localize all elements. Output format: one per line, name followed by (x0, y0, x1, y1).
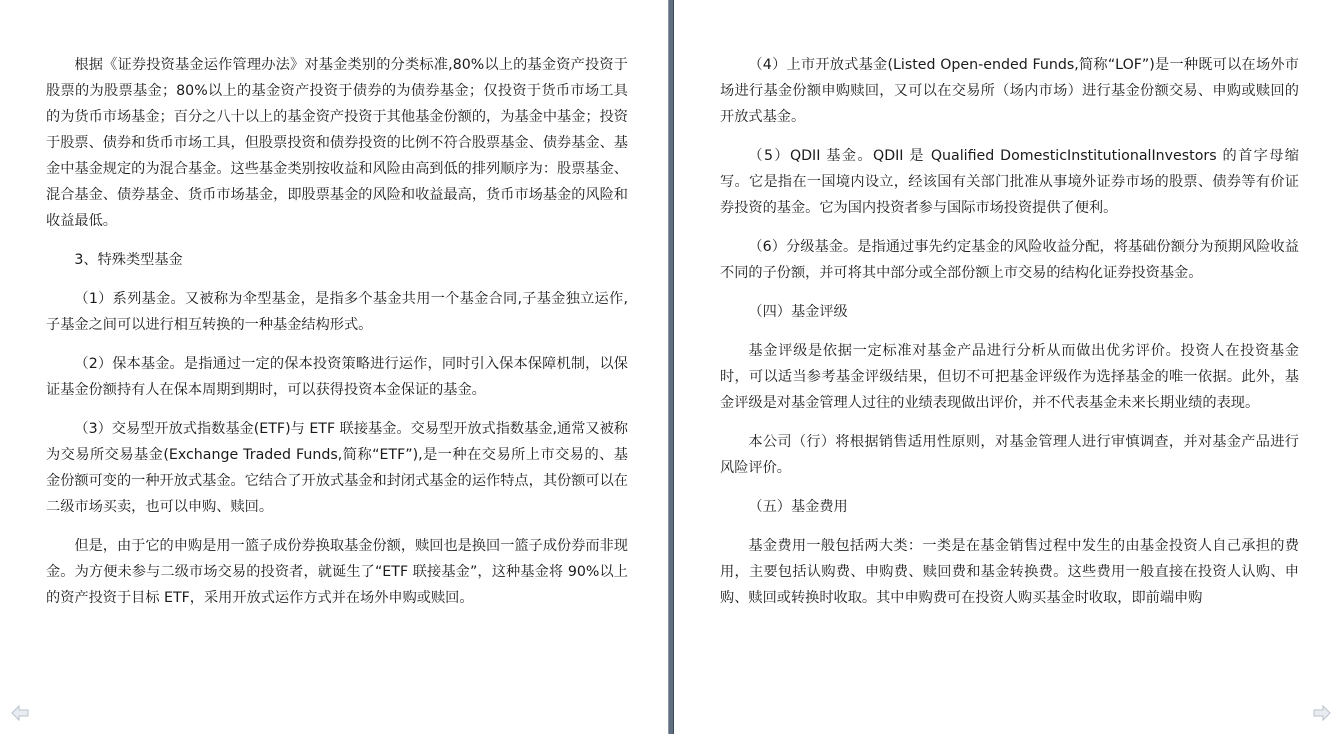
paragraph-qdii: （5）QDII 基金。QDII 是 Qualified DomesticInstitutionalInvestors 的首字母缩写。它是指在一国境内设立，经该国有关部门批准从事境外证券市场的股票、债券等有价证券投资的基金。它为国内投资者参与国际市场投资提供了便利。 (720, 148, 1299, 216)
paragraph-lof: （4）上市开放式基金(Listed Open-ended Funds,简称“LOF”)是一种既可以在场外市场进行基金份额申购赎回，又可以在交易所（场内市场）进行基金份额交易、申购或赎回的开放式基金。 (720, 57, 1299, 125)
paragraph-guaranteed-fund: （2）保本基金。是指通过一定的保本投资策略进行运作，同时引入保本保障机制，以保证基金份额持有人在保本周期到期时，可以获得投资本金保证的基金。 (46, 356, 628, 398)
arrow-left-icon (10, 704, 30, 722)
section-heading-fund-fees: （五）基金费用 (748, 499, 848, 515)
next-page-button[interactable] (1312, 704, 1332, 722)
paragraph-fund-classification: 根据《证券投资基金运作管理办法》对基金类别的分类标准,80%以上的基金资产投资于股票的为股票基金；80%以上的基金资产投资于债券的为债券基金；仅投资于货币市场工具的为货币市场基金；百分之八十以上的基金资产投资于其他基金份额的，为基金中基金；投资于股票、债券和货币市场工具，但股票投资和债券投资的比例不符合股票基金、债券基金、基金中基金规定的为混合基金。这些基金类别按收益和风险由高到低的排列顺序为：股票基金、混合基金、债券基金、货币市场基金，即股票基金的风险和收益最高，货币市场基金的风险和收益最低。 (46, 57, 628, 229)
previous-page-button[interactable] (10, 704, 30, 722)
left-page (0, 0, 668, 734)
arrow-right-icon (1312, 704, 1332, 722)
paragraph-etf-feeder: 但是，由于它的申购是用一篮子成份券换取基金份额，赎回也是换回一篮子成份券而非现金。为方便未参与二级市场交易的投资者，就诞生了“ETF 联接基金”，这种基金将 90%以上的资产投资于目标 ETF，采用开放式运作方式并在场外申购或赎回。 (46, 538, 628, 606)
paragraph-structured-fund: （6）分级基金。是指通过事先约定基金的风险收益分配，将基础份额分为预期风险收益不同的子份额，并可将其中部分或全部份额上市交易的结构化证券投资基金。 (720, 239, 1299, 281)
paragraph-fund-fees: 基金费用一般包括两大类：一类是在基金销售过程中发生的由基金投资人自己承担的费用，主要包括认购费、申购费、赎回费和基金转换费。这些费用一般直接在投资人认购、申购、赎回或转换时收取。其中申购费可在投资人购买基金时收取，即前端申购 (720, 538, 1299, 606)
paragraph-series-fund: （1）系列基金。又被称为伞型基金，是指多个基金共用一个基金合同,子基金独立运作,子基金之间可以进行相互转换的一种基金结构形式。 (46, 291, 628, 333)
section-heading-fund-rating: （四）基金评级 (748, 304, 848, 320)
paragraph-etf: （3）交易型开放式指数基金(ETF)与 ETF 联接基金。交易型开放式指数基金,通常又被称为交易所交易基金(Exchange Traded Funds,简称“ETF”),是一种在交易所上市交易的、基金份额可变的一种开放式基金。它结合了开放式基金和封闭式基金的运作特点，其份额可以在二级市场买卖，也可以申购、赎回。 (46, 421, 628, 515)
paragraph-fund-rating: 基金评级是依据一定标准对基金产品进行分析从而做出优劣评价。投资人在投资基金时，可以适当参考基金评级结果，但切不可把基金评级作为选择基金的唯一依据。此外，基金评级是对基金管理人过往的业绩表现做出评价，并不代表基金未来长期业绩的表现。 (720, 343, 1299, 411)
right-page (674, 0, 1343, 734)
paragraph-suitability: 本公司（行）将根据销售适用性原则，对基金管理人进行审慎调查，并对基金产品进行风险评价。 (720, 434, 1299, 476)
section-heading-special-funds: 3、特殊类型基金 (74, 252, 183, 268)
